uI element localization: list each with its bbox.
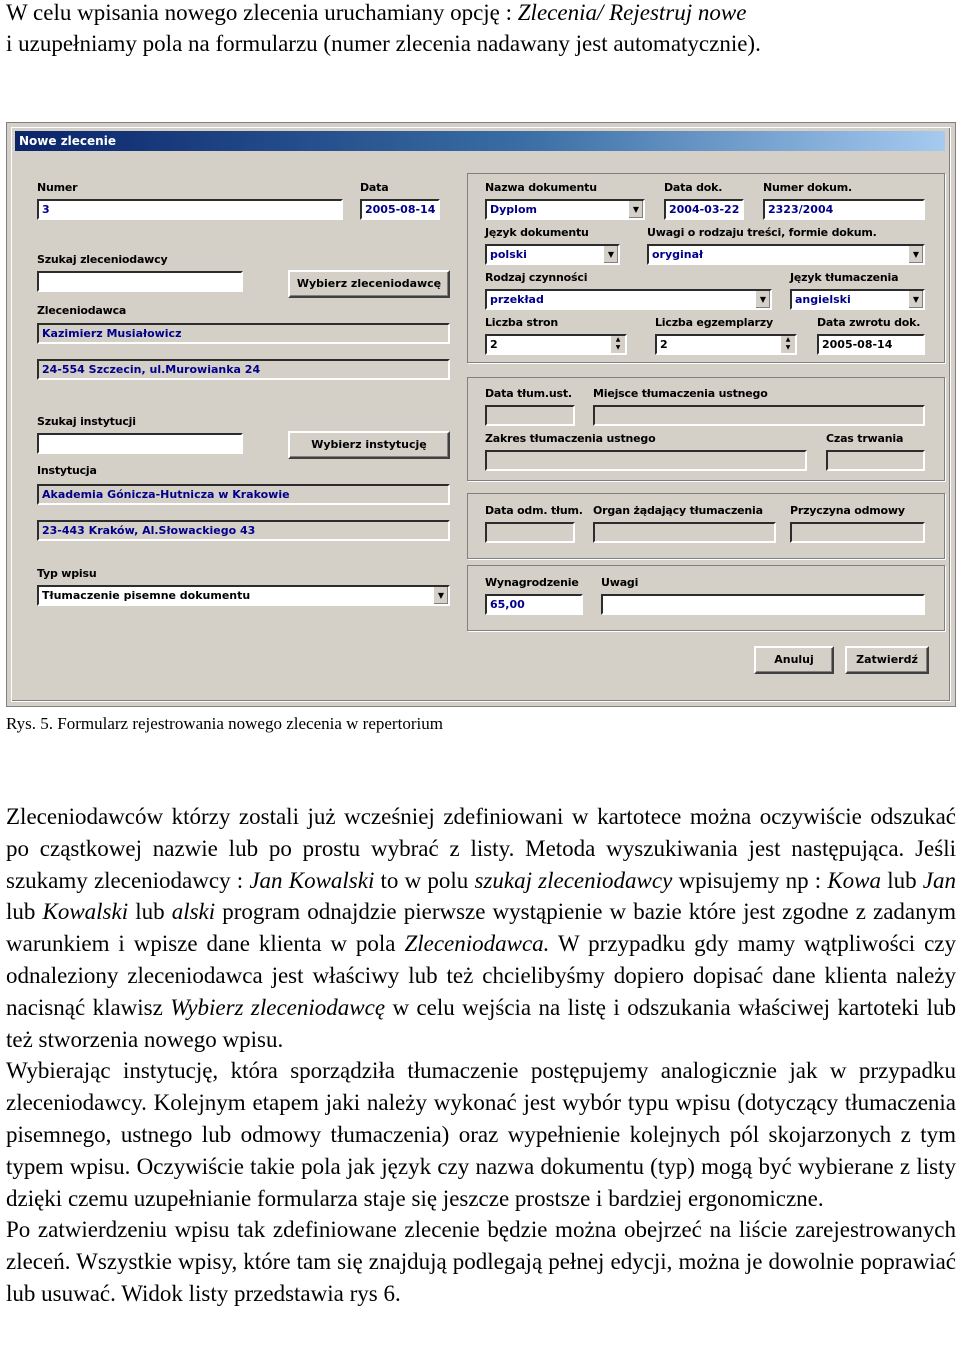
nazwa-dokumentu-label: Nazwa dokumentu bbox=[485, 181, 597, 194]
liczba-egzemplarzy-value: 2 bbox=[660, 338, 668, 351]
przyczyna-field[interactable] bbox=[790, 522, 925, 543]
p1-text-a: Zleceniodawców którzy zostali już wcześniej zdefiniowani w kartotece można oczywiście odszukać po cząstkowej nazwie lub po prostu wybrać z listy. Metoda wyszukiwania jest następująca. Jeśli szukamy zleceniodawcy : bbox=[6, 804, 956, 893]
intro-line-1-text: W celu wpisania nowego zlecenia uruchamiany opcję : bbox=[6, 0, 518, 25]
instytucja-address-field: 23-443 Kraków, Al.Słowackiego 43 bbox=[37, 520, 450, 541]
jezyk-dokumentu-select[interactable] bbox=[485, 244, 620, 265]
organ-field[interactable] bbox=[593, 522, 776, 543]
p1-text-j: w celu wejścia na listę i odszukania właściwej kartoteki lub też stworzenia nowego wpisu. bbox=[6, 994, 956, 1052]
instytucja-label: Instytucja bbox=[37, 464, 97, 477]
rodzaj-czynnosci-value: przekład bbox=[490, 293, 544, 306]
przyczyna-label: Przyczyna odmowy bbox=[790, 504, 905, 517]
uwagi-rodzaj-label: Uwagi o rodzaju treści, formie dokum. bbox=[647, 226, 877, 239]
miejsce-label: Miejsce tłumaczenia ustnego bbox=[593, 387, 768, 400]
szukaj-instytucji-label: Szukaj instytucji bbox=[37, 415, 136, 428]
anuluj-button[interactable]: Anuluj bbox=[754, 646, 834, 674]
zakres-field[interactable] bbox=[485, 450, 807, 471]
nazwa-dokumentu-value: Dyplom bbox=[490, 203, 537, 216]
uwagi-rodzaj-value: oryginał bbox=[652, 248, 704, 261]
wybierz-zleceniodawce-button[interactable]: Wybierz zleceniodawcę bbox=[288, 270, 450, 298]
body-text bbox=[6, 801, 956, 1310]
jezyk-dokumentu-value: polski bbox=[490, 248, 527, 261]
wynagrodzenie-field[interactable]: 65,00 bbox=[485, 594, 583, 615]
intro-line-2: i uzupełniamy pola na formularzu (numer zlecenia nadawany jest automatycznie). bbox=[6, 31, 761, 56]
data-dok-field[interactable]: 2004-03-22 bbox=[664, 199, 744, 220]
p1-text-g: program odnajdzie pierwsze wystąpienie w bazie które jest zgodne z zadanym warunkiem i wpisze dane klienta w pola bbox=[6, 899, 957, 957]
wybierz-instytucje-button[interactable]: Wybierz instytucję bbox=[288, 431, 450, 459]
numer-field[interactable]: 3 bbox=[37, 199, 343, 220]
new-order-dialog bbox=[6, 122, 956, 707]
data-label: Data bbox=[360, 181, 389, 194]
paragraph-1 bbox=[6, 801, 956, 1055]
figure-caption: Rys. 5. Formularz rejestrowania nowego zlecenia w repertorium bbox=[6, 714, 443, 733]
p1-text-e: lub bbox=[6, 899, 43, 925]
data-odm-label: Data odm. tłum. bbox=[485, 504, 583, 517]
paragraph-3: Po zatwierdzeniu wpisu tak zdefiniowane zlecenie będzie można obejrzeć na liście zarejestrowanych zleceń. Wszystkie wpisy, które tam się znajdują podlegają pełnej edycji, można je dowolnie poprawiać lub usuwać. Widok listy przedstawia rys 6. bbox=[6, 1217, 956, 1306]
p1-text-h: W przypadku gdy mamy wątpliwości czy odnaleziony zleceniodawca jest właściwy lub też chcielibyśmy dopiero dopisać dane klienta należy nacisnąć klawisz bbox=[6, 931, 957, 1020]
chevron-down-icon[interactable]: ▼ bbox=[908, 291, 923, 308]
jezyk-dokumentu-label: Język dokumentu bbox=[485, 226, 589, 239]
p1-italic-5: Kowalski bbox=[42, 899, 129, 925]
data-odm-field[interactable] bbox=[485, 522, 575, 543]
nazwa-dokumentu-select[interactable] bbox=[485, 199, 645, 220]
p1-italic-2: szukaj zleceniodawcy bbox=[474, 867, 673, 893]
chevron-down-icon[interactable]: ▼ bbox=[628, 201, 643, 218]
czas-trwania-label: Czas trwania bbox=[826, 432, 904, 445]
chevron-down-icon[interactable]: ▼ bbox=[755, 291, 770, 308]
p1-italic-6: alski bbox=[171, 899, 216, 925]
chevron-down-icon[interactable]: ▼ bbox=[433, 587, 448, 604]
data-field[interactable]: 2005-08-14 bbox=[360, 199, 440, 220]
zleceniodawca-label: Zleceniodawca bbox=[37, 304, 127, 317]
liczba-stron-value: 2 bbox=[490, 338, 498, 351]
jezyk-tlumaczenia-value: angielski bbox=[795, 293, 851, 306]
liczba-stron-stepper[interactable] bbox=[485, 334, 627, 355]
zleceniodawca-name-field: Kazimierz Musiałowicz bbox=[37, 323, 450, 344]
chevron-down-icon[interactable]: ▼ bbox=[603, 246, 618, 263]
uwagi-label: Uwagi bbox=[601, 576, 639, 589]
liczba-egzemplarzy-stepper[interactable] bbox=[655, 334, 797, 355]
intro-text bbox=[6, 0, 956, 59]
typ-wpisu-label: Typ wpisu bbox=[37, 567, 97, 580]
rodzaj-czynnosci-select[interactable] bbox=[485, 289, 772, 310]
organ-label: Organ żądający tłumaczenia bbox=[593, 504, 763, 517]
spin-arrows-icon[interactable]: ▲ ▼ bbox=[610, 336, 625, 353]
liczba-stron-label: Liczba stron bbox=[485, 316, 559, 329]
jezyk-tlumaczenia-select[interactable] bbox=[790, 289, 925, 310]
jezyk-tlumaczenia-label: Język tłumaczenia bbox=[790, 271, 899, 284]
szukaj-instytucji-input[interactable] bbox=[37, 433, 243, 454]
dialog-title: Nowe zlecenie bbox=[15, 131, 945, 151]
szukaj-zleceniodawcy-label: Szukaj zleceniodawcy bbox=[37, 253, 168, 266]
liczba-egzemplarzy-label: Liczba egzemplarzy bbox=[655, 316, 773, 329]
p1-italic-1: Jan Kowalski bbox=[249, 867, 375, 893]
wynagrodzenie-label: Wynagrodzenie bbox=[485, 576, 579, 589]
data-tlum-ust-label: Data tłum.ust. bbox=[485, 387, 572, 400]
numer-dokum-field[interactable]: 2323/2004 bbox=[763, 199, 925, 220]
czas-trwania-field[interactable] bbox=[826, 450, 925, 471]
uwagi-rodzaj-select[interactable] bbox=[647, 244, 925, 265]
numer-label: Numer bbox=[37, 181, 78, 194]
rodzaj-czynnosci-label: Rodzaj czynności bbox=[485, 271, 588, 284]
p1-text-c: wpisujemy np : bbox=[672, 867, 828, 893]
menu-path: Zlecenia/ Rejestruj nowe bbox=[517, 0, 747, 25]
data-dok-label: Data dok. bbox=[664, 181, 723, 194]
p1-text-d: lub bbox=[881, 867, 923, 893]
data-zwrotu-label: Data zwrotu dok. bbox=[817, 316, 921, 329]
miejsce-field[interactable] bbox=[593, 405, 925, 426]
chevron-down-icon[interactable]: ▼ bbox=[908, 246, 923, 263]
instytucja-name-field: Akademia Gónicza-Hutnicza w Krakowie bbox=[37, 484, 450, 505]
numer-dokum-label: Numer dokum. bbox=[763, 181, 853, 194]
p1-text-f: lub bbox=[128, 899, 172, 925]
p1-italic-3: Kowa bbox=[827, 867, 882, 893]
paragraph-2: Wybierając instytucję, która sporządziła tłumaczenie postępujemy analogicznie jak w przypadku zleceniodawcy. Kolejnym etapem jaki należy wykonać jest wybór typu wpisu (dotyczący tłumaczenia pisemnego, ustnego lub odmowy tłumaczenia) oraz wypełnienie kolejnych pól skojarzonych z tym typem wpisu. Oczywiście takie pola jak język czy nazwa dokumentu (typ) mogą być wybierane z listy dzięki czemu uzupełnianie formularza staje się jeszcze prostsze i bardziej ergonomiczne. bbox=[6, 1058, 956, 1211]
p1-italic-7: Zleceniodawca. bbox=[404, 931, 550, 957]
spin-arrows-icon[interactable]: ▲ ▼ bbox=[780, 336, 795, 353]
typ-wpisu-select[interactable] bbox=[37, 585, 450, 606]
p1-italic-8: Wybierz zleceniodawcę bbox=[170, 994, 386, 1020]
data-zwrotu-field[interactable]: 2005-08-14 bbox=[817, 334, 925, 355]
typ-wpisu-value: Tłumaczenie pisemne dokumentu bbox=[42, 589, 251, 602]
intro-line-1 bbox=[6, 0, 956, 28]
zatwierdz-button[interactable]: Zatwierdź bbox=[845, 646, 929, 674]
data-tlum-ust-field[interactable] bbox=[485, 405, 575, 426]
zleceniodawca-address-field: 24-554 Szczecin, ul.Murowianka 24 bbox=[37, 359, 450, 380]
szukaj-zleceniodawcy-input[interactable] bbox=[37, 271, 243, 292]
uwagi-field[interactable] bbox=[601, 594, 925, 615]
p1-italic-4: Jan bbox=[922, 867, 957, 893]
zakres-label: Zakres tłumaczenia ustnego bbox=[485, 432, 656, 445]
p1-text-b: to w polu bbox=[374, 867, 475, 893]
